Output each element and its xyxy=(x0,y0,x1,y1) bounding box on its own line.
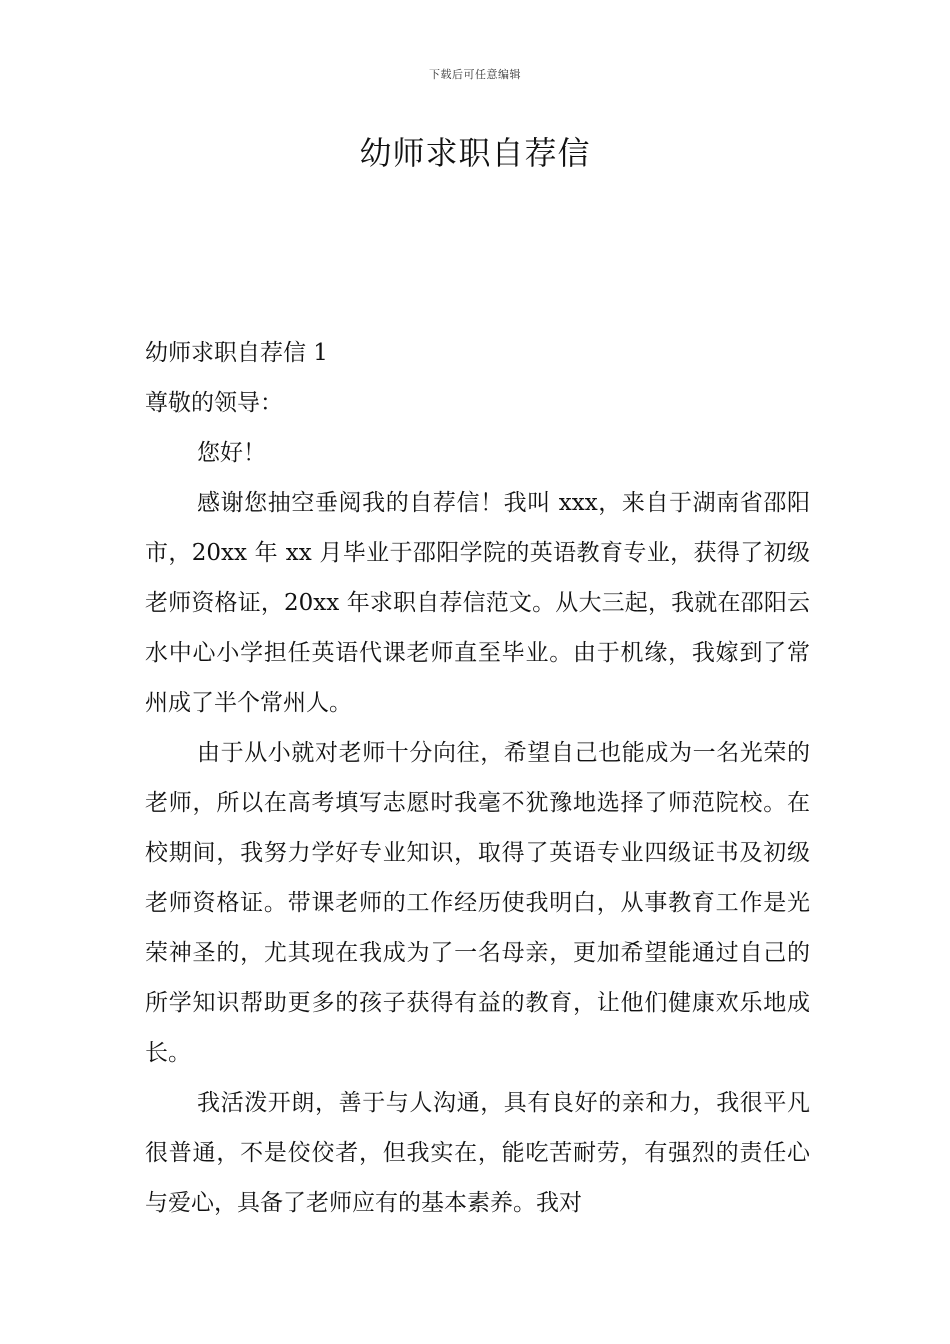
document-body xyxy=(145,328,810,1228)
header-note: 下载后可任意编辑 xyxy=(429,68,521,81)
paragraph-3: 我活泼开朗，善于与人沟通，具有良好的亲和力，我很平凡很普通，不是佼佼者，但我实在，能吃苦耐劳，有强烈的责任心与爱心，具备了老师应有的基本素养。我对 xyxy=(145,1090,810,1216)
paragraph-1: 感谢您抽空垂阅我的自荐信！我叫 xxx，来自于湖南省邵阳市，20xx 年 xx 月毕业于邵阳学院的英语教育专业，获得了初级老师资格证，20xx 年求职自荐信范文。从大三起，我就在邵阳云水中心小学担任英语代课老师直至毕业。由于机缘，我嫁到了常州成了半个常州人。 xyxy=(145,490,810,716)
greeting: 您好！ xyxy=(197,440,266,466)
paragraph-2: 由于从小就对老师十分向往，希望自己也能成为一名光荣的老师，所以在高考填写志愿时我毫不犹豫地选择了师范院校。在校期间，我努力学好专业知识，取得了英语专业四级证书及初级老师资格证。带课老师的工作经历使我明白，从事教育工作是光荣神圣的，尤其现在我成为了一名母亲，更加希望能通过自己的所学知识帮助更多的孩子获得有益的教育，让他们健康欢乐地成长。 xyxy=(145,740,810,1066)
document-title: 幼师求职自荐信 xyxy=(359,134,591,172)
salutation: 尊敬的领导： xyxy=(145,390,283,416)
section-title: 幼师求职自荐信 1 xyxy=(145,340,328,366)
